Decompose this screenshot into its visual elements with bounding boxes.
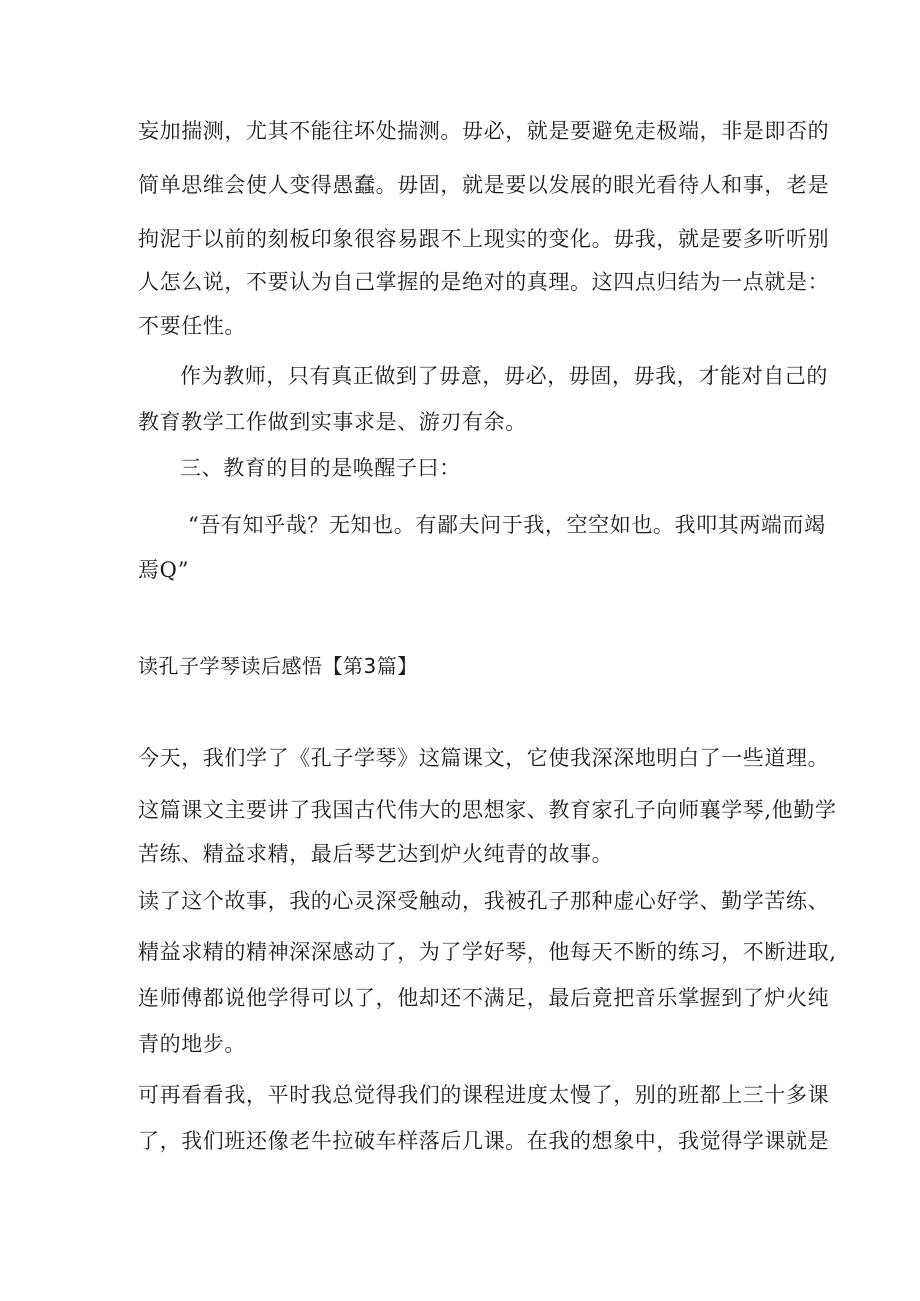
text-line: 不要任性。 [138,314,246,338]
quote-line: 焉Q” [138,558,190,582]
text-line: 妄加揣测，尤其不能往坏处揣测。毋必，就是要避免走极端，非是即否的 [138,119,830,143]
text-line: 青的地步。 [138,1032,246,1056]
text-line: 了，我们班还像老牛拉破车样落后几课。在我的想象中，我觉得学课就是 [138,1129,830,1153]
text-line: 连师傅都说他学得可以了，他却还不满足，最后竟把音乐掌握到了炉火纯 [138,986,830,1010]
text-line: 教育教学工作做到实事求是、游刃有余。 [138,410,527,434]
text-line: 精益求精的精神深深感动了，为了学好琴，他每天不断的练习，不断进取, [138,940,837,964]
text-line: 简单思维会使人变得愚蠢。毋固，就是要以发展的眼光看待人和事，老是 [138,173,830,197]
section-title: 三、教育的目的是唤醒子曰： [180,456,461,480]
text-line: 这篇课文主要讲了我国古代伟大的思想家、教育家孔子向师襄学琴,他勤学 [138,798,837,822]
text-line: 可再看看我，平时我总觉得我们的课程进度太慢了，别的班都上三十多课 [138,1083,830,1107]
quote-line: “吾有知乎哉？无知也。有鄙夫问于我，空空如也。我叩其两端而竭 [188,513,826,537]
text-line: 读了这个故事，我的心灵深受触动，我被孔子那种虚心好学、勤学苦练、 [138,889,830,913]
text-line: 苦练、精益求精，最后琴艺达到炉火纯青的故事。 [138,842,614,866]
text-line: 今天，我们学了《孔子学琴》这篇课文，它使我深深地明白了一些道理。 [138,746,830,770]
article-heading: 读孔子学琴读后感悟【第3篇】 [138,654,418,678]
text-line: 人怎么说，不要认为自己掌握的是绝对的真理。这四点归结为一点就是： [138,270,830,294]
text-line: 作为教师，只有真正做到了毋意，毋必，毋固，毋我，才能对自己的 [180,364,828,388]
text-line: 拘泥于以前的刻板印象很容易跟不上现实的变化。毋我，就是要多听听别 [138,227,830,251]
